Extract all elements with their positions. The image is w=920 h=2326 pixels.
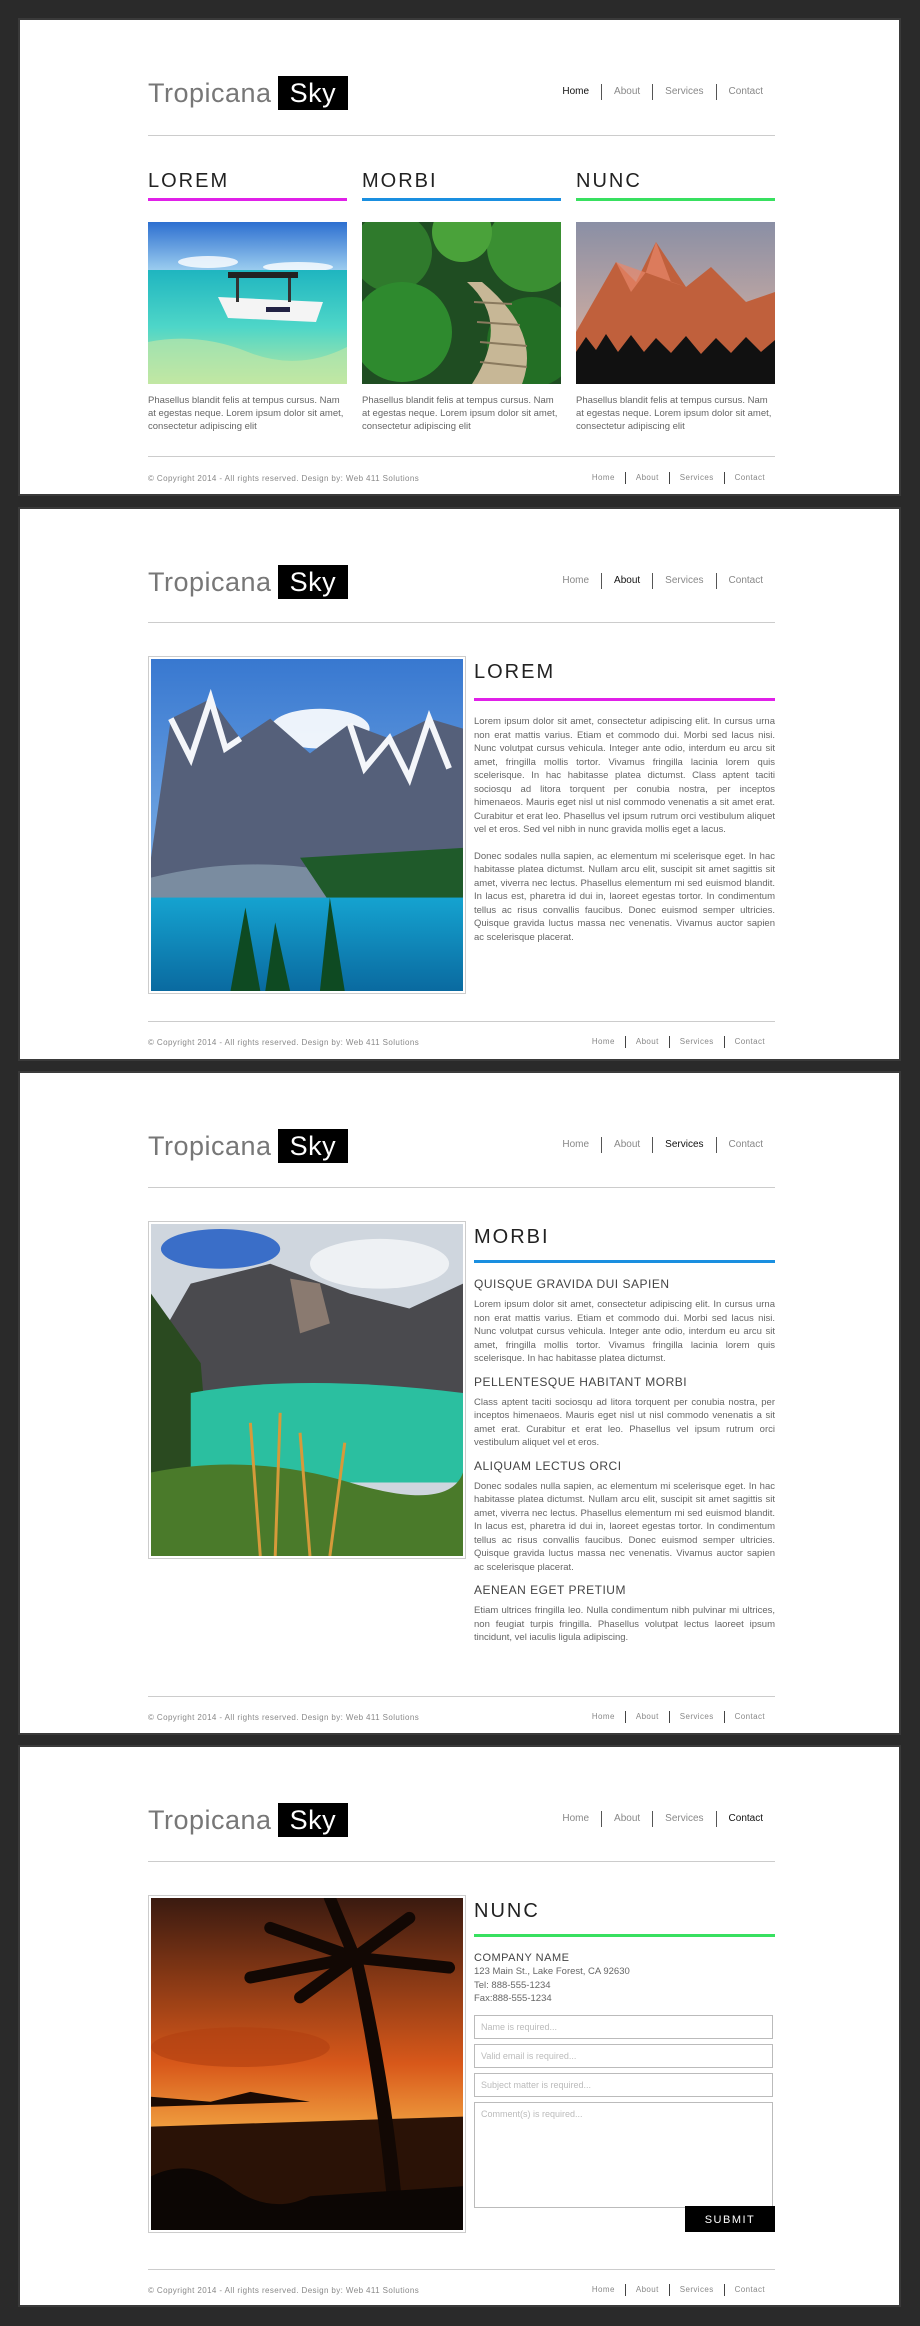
nav-about[interactable]: About (601, 1137, 652, 1153)
header-divider (148, 622, 775, 623)
header-divider (148, 1187, 775, 1188)
nav-about[interactable]: About (601, 573, 652, 589)
column-title: NUNC (576, 170, 642, 192)
about-content (474, 661, 775, 944)
footer-nav-services[interactable]: Services (669, 472, 724, 484)
underline (576, 198, 775, 201)
site-logo[interactable]: Tropicana Sky (148, 1128, 348, 1164)
footer-nav (582, 2284, 775, 2296)
nav-services[interactable]: Services (652, 573, 715, 589)
footer-nav-about[interactable]: About (625, 472, 669, 484)
footer-nav (582, 1711, 775, 1723)
section-title: LOREM (474, 661, 556, 683)
underline (148, 198, 347, 201)
footer-nav-services[interactable]: Services (669, 1036, 724, 1048)
footer-nav-home[interactable]: Home (591, 2285, 615, 2294)
thumb-mountain (576, 222, 775, 384)
column-text: Phasellus blandit felis at tempus cursus. Nam at egestas neque. Lorem ipsum dolor sit amet, consectetur adipiscing elit (576, 395, 772, 432)
company-name: COMPANY NAME (474, 1952, 570, 1964)
nav-services[interactable]: Services (652, 84, 715, 100)
page-about (18, 507, 901, 1061)
company-tel: Tel: 888-555-1234 (474, 1979, 551, 1991)
section-title: NUNC (474, 1900, 540, 1922)
nav-contact[interactable]: Contact (716, 84, 775, 100)
site-footer (148, 1036, 775, 1050)
underline (474, 1260, 775, 1263)
about-image-lake (148, 656, 466, 994)
column-title: MORBI (362, 170, 438, 192)
copyright: © Copyright 2014 - All rights reserved. Design by: Web 411 Solutions (148, 2286, 420, 2295)
nav-contact[interactable]: Contact (716, 1137, 775, 1153)
underline (474, 698, 775, 701)
submit-button[interactable]: SUBMIT (685, 2206, 775, 2232)
column-nunc (576, 170, 775, 201)
site-header (148, 564, 775, 600)
footer-divider (148, 2269, 775, 2270)
subject-input[interactable]: Subject matter is required... (474, 2073, 773, 2097)
nav-about[interactable]: About (601, 1811, 652, 1827)
footer-nav (582, 1036, 775, 1048)
contact-content (474, 1900, 775, 2213)
footer-nav-services[interactable]: Services (669, 1711, 724, 1723)
footer-divider (148, 1021, 775, 1022)
thumb-boat (148, 222, 347, 384)
footer-nav-contact[interactable]: Contact (724, 1711, 775, 1723)
subheading: AENEAN EGET PRETIUM (474, 1583, 626, 1597)
contact-image-sunset (148, 1895, 466, 2233)
paragraph: Lorem ipsum dolor sit amet, consectetur adipiscing elit. In cursus urna non erat mattis varius. Etiam et commodo dui. Morbi sed lacus nisi. Nunc volutpat cursus vehicula. Integer ante odio, interdum eu arcu sit amet, fringilla mollis tortor. Vivamus fringilla lacinia lorem quis scelerisque. In hac habitasse platea dictumst. Class aptent taciti sociosqu ad litora torquent per conubia nostra, per inceptos himenaeos. Mauris eget nisl ut nisl commodo venenatis a sit amet erat. Curabitur et erat leo. Phasellus vel ipsum rutrum orci vestibulum aliquet vel et eros. Sed vel nibh in nunc gravida mollis eget a lacus. (474, 716, 775, 835)
footer-nav-contact[interactable]: Contact (724, 2284, 775, 2296)
page-contact (18, 1745, 901, 2307)
page-home (18, 18, 901, 496)
footer-nav-home[interactable]: Home (591, 1712, 615, 1721)
site-logo[interactable]: Tropicana Sky (148, 1802, 348, 1838)
footer-nav-home[interactable]: Home (591, 1037, 615, 1046)
site-footer (148, 1711, 775, 1725)
services-image-crater-lake (148, 1221, 466, 1559)
header-divider (148, 135, 775, 136)
main-nav (550, 1811, 775, 1827)
paragraph: Donec sodales nulla sapien, ac elementum mi scelerisque eget. In hac habitasse platea dictumst. Nullam arcu elit, suscipit sit amet sagittis sit amet, viverra nec lectus. Phasellus elementum mi sed euismod blandit. In lacus est, pharetra id dui in, laoreet egestas tortor. In condimentum tellus ac risus convallis faucibus. Donec euismod semper ultricies. Quisque gravida luctus massa nec venenatis. Vivamus auctor sapien ac scelerisque placerat. (474, 1480, 775, 1573)
nav-about[interactable]: About (601, 84, 652, 100)
main-nav (550, 1137, 775, 1153)
email-input[interactable]: Valid email is required... (474, 2044, 773, 2068)
nav-home[interactable]: Home (562, 86, 590, 97)
footer-nav-services[interactable]: Services (669, 2284, 724, 2296)
page-services (18, 1071, 901, 1735)
footer-nav-about[interactable]: About (625, 1036, 669, 1048)
footer-nav-contact[interactable]: Contact (724, 1036, 775, 1048)
main-nav (550, 84, 775, 100)
column-text: Phasellus blandit felis at tempus cursus. Nam at egestas neque. Lorem ipsum dolor sit amet, consectetur adipiscing elit (362, 395, 558, 432)
subheading: QUISQUE GRAVIDA DUI SAPIEN (474, 1277, 670, 1291)
site-logo[interactable]: Tropicana Sky (148, 75, 348, 111)
header-divider (148, 1861, 775, 1862)
site-logo[interactable]: Tropicana Sky (148, 564, 348, 600)
thumb-forest (362, 222, 561, 384)
company-fax: Fax:888-555-1234 (474, 1993, 552, 2004)
site-header (148, 1802, 775, 1838)
site-header (148, 75, 775, 111)
underline (362, 198, 561, 201)
company-address: 123 Main St., Lake Forest, CA 92630 (474, 1966, 630, 1977)
footer-divider (148, 456, 775, 457)
site-footer (148, 472, 775, 486)
nav-contact[interactable]: Contact (716, 1811, 775, 1827)
nav-services[interactable]: Services (652, 1137, 715, 1153)
nav-contact[interactable]: Contact (716, 573, 775, 589)
column-title: LOREM (148, 170, 230, 192)
copyright: © Copyright 2014 - All rights reserved. Design by: Web 411 Solutions (148, 1713, 420, 1722)
paragraph: Etiam ultrices fringilla leo. Nulla condimentum nibh pulvinar mi ultrices, non feugiat turpis fringilla. Phasellus volutpat lectus laoreet ipsum tincidunt, vel iaculis ligula adipiscing. (474, 1605, 775, 1643)
underline (474, 1934, 775, 1937)
footer-nav-contact[interactable]: Contact (724, 472, 775, 484)
column-lorem (148, 170, 347, 201)
paragraph: Donec sodales nulla sapien, ac elementum mi scelerisque eget. In hac habitasse platea dictumst. Nullam arcu elit, suscipit sit amet sagittis sit amet, viverra nec lectus. Phasellus elementum mi sed euismod blandit. In lacus est, pharetra id dui in, laoreet egestas tortor. In condimentum tellus ac risus convallis faucibus. Donec euismod semper ultricies. Quisque gravida luctus massa nec venenatis. Vivamus auctor sapien ac scelerisque placerat. (474, 850, 775, 943)
footer-nav (582, 472, 775, 484)
subheading: PELLENTESQUE HABITANT MORBI (474, 1374, 688, 1389)
footer-nav-home[interactable]: Home (591, 473, 615, 482)
footer-divider (148, 1696, 775, 1697)
footer-nav-about[interactable]: About (625, 2284, 669, 2296)
services-content (474, 1226, 775, 1645)
column-text: Phasellus blandit felis at tempus cursus. Nam at egestas neque. Lorem ipsum dolor sit amet, consectetur adipiscing elit (148, 395, 344, 432)
copyright: © Copyright 2014 - All rights reserved. Design by: Web 411 Solutions (148, 474, 420, 483)
nav-home[interactable]: Home (562, 1813, 590, 1824)
copyright: © Copyright 2014 - All rights reserved. Design by: Web 411 Solutions (148, 1038, 420, 1047)
nav-home[interactable]: Home (562, 1139, 590, 1150)
main-nav (550, 573, 775, 589)
site-footer (148, 2284, 775, 2298)
subheading: ALIQUAM LECTUS ORCI (474, 1458, 622, 1473)
section-title: MORBI (474, 1226, 550, 1248)
footer-nav-about[interactable]: About (625, 1711, 669, 1723)
site-header (148, 1128, 775, 1164)
nav-services[interactable]: Services (652, 1811, 715, 1827)
nav-home[interactable]: Home (562, 575, 590, 586)
name-input[interactable]: Name is required... (474, 2015, 773, 2039)
paragraph: Lorem ipsum dolor sit amet, consectetur adipiscing elit. In cursus urna non erat mattis varius. Etiam et commodo dui. Morbi sed lacus nisi. Nunc volutpat cursus vehicula. Integer ante odio, interdum eu arcu sit amet, fringilla mollis tortor. Vivamus fringilla lacinia lorem quis scelerisque. In hac habitasse platea dictumst. (474, 1299, 775, 1364)
paragraph: Class aptent taciti sociosqu ad litora torquent per conubia nostra, per inceptos himenaeos. Mauris eget nisl ut nisl commodo venenatis a sit amet erat. Curabitur et erat leo. Phasellus vel ipsum rutrum orci vestibulum aliquet vel et eros. (474, 1396, 775, 1448)
comment-textarea[interactable]: Comment(s) is required... (474, 2102, 773, 2208)
column-morbi (362, 170, 561, 201)
